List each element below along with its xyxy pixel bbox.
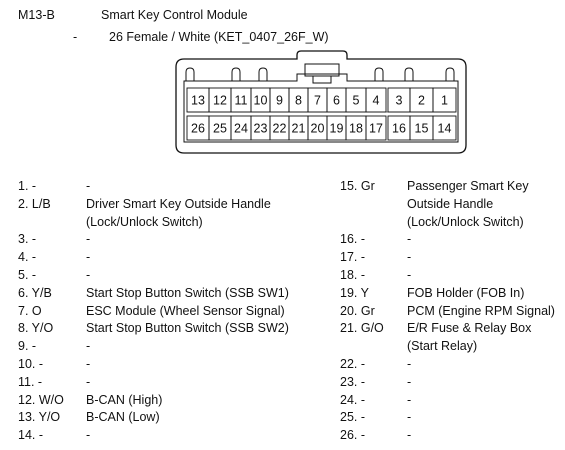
pin-label: 22. - — [340, 356, 366, 371]
pin-label — [0, 214, 86, 232]
pin-number: 23 — [253, 121, 268, 136]
pin-description: - — [86, 374, 91, 389]
pin-number: 11 — [234, 93, 248, 108]
pin-row — [340, 392, 565, 410]
pin-description: (Start Relay) — [407, 339, 478, 354]
pin-label: 23. - — [340, 374, 366, 389]
pin-label: 19. Y — [340, 285, 369, 300]
connector-diagram — [0, 0, 565, 170]
pin-number: 10 — [253, 93, 268, 108]
pin-description: ESC Module (Wheel Sensor Signal) — [86, 303, 285, 318]
pin-row — [0, 178, 335, 196]
pin-label: 10. - — [18, 356, 44, 371]
pin-label: 26. - — [340, 428, 366, 443]
pin-row — [340, 320, 565, 338]
pin-number: 3 — [395, 93, 403, 108]
pin-row — [0, 338, 335, 356]
pin-description: PCM (Engine RPM Signal) — [407, 303, 555, 318]
pin-row — [340, 374, 565, 392]
pin-label: 2. L/B — [18, 196, 51, 211]
pin-description: Outside Handle — [407, 196, 494, 211]
pin-number: 9 — [276, 93, 283, 108]
pin-description: - — [407, 267, 412, 282]
pin-label: 11. - — [18, 374, 43, 389]
pin-description: - — [407, 356, 412, 371]
pin-label: 5. - — [18, 267, 37, 282]
module-name: Smart Key Control Module — [101, 8, 248, 22]
pin-number: 22 — [272, 121, 287, 136]
pin-label: 8. Y/O — [18, 321, 54, 336]
pin-number: 21 — [291, 121, 306, 136]
pin-description: Passenger Smart Key — [407, 179, 529, 193]
pin-number: 1 — [441, 93, 448, 108]
pin-row-top — [187, 88, 456, 112]
pin-number: 12 — [213, 93, 227, 108]
pin-label: 12. W/O — [18, 392, 64, 407]
pin-number: 8 — [295, 93, 302, 108]
pin-label: 18. - — [340, 267, 366, 282]
pin-number: 20 — [310, 121, 325, 136]
pin-row — [340, 231, 565, 249]
pin-label — [340, 338, 407, 356]
pin-description: - — [86, 339, 91, 354]
pin-description: Start Stop Button Switch (SSB SW1) — [86, 285, 289, 300]
pin-row — [340, 214, 565, 232]
pin-description: - — [407, 428, 412, 443]
pin-description: (Lock/Unlock Switch) — [407, 214, 524, 229]
pin-row — [340, 178, 565, 196]
pin-label: 7. O — [18, 303, 42, 318]
pin-description: - — [86, 428, 91, 443]
pin-description: B-CAN (Low) — [86, 410, 160, 425]
pin-number: 25 — [213, 121, 227, 136]
pin-label: 3. - — [18, 232, 37, 247]
pin-number: 2 — [418, 93, 425, 108]
pin-label: 9. - — [18, 339, 37, 354]
pin-label: 20. Gr — [340, 303, 375, 318]
pin-row — [340, 427, 565, 445]
pin-number: 18 — [349, 121, 363, 136]
pin-description: - — [86, 250, 91, 265]
pin-row — [0, 285, 335, 303]
pin-description: - — [407, 392, 412, 407]
pin-description: - — [407, 374, 412, 389]
pin-number: 26 — [191, 121, 205, 136]
header-dash: - — [73, 30, 78, 44]
pin-label — [340, 214, 407, 232]
pin-label: 16. - — [340, 232, 366, 247]
pin-description: - — [86, 267, 91, 282]
pin-label: 15. Gr — [340, 179, 375, 193]
pin-label: 14. - — [18, 428, 44, 443]
pin-row — [0, 267, 335, 285]
pin-description: (Lock/Unlock Switch) — [86, 214, 203, 229]
pin-description: - — [86, 232, 91, 247]
connector-id: M13-B — [18, 8, 55, 22]
pin-row — [340, 338, 565, 356]
pin-row — [340, 267, 565, 285]
connector-spec: 26 Female / White (KET_0407_26F_W) — [109, 30, 329, 44]
pin-table-left — [0, 178, 335, 445]
pin-row — [0, 303, 335, 321]
pin-row — [340, 356, 565, 374]
pin-description: Driver Smart Key Outside Handle — [86, 196, 271, 211]
pin-row — [0, 392, 335, 410]
pin-description: - — [407, 250, 412, 265]
pin-description: - — [86, 356, 91, 371]
pin-description: B-CAN (High) — [86, 392, 163, 407]
pin-row — [0, 249, 335, 267]
pin-row — [340, 409, 565, 427]
pin-label: 21. G/O — [340, 321, 384, 336]
pin-number: 19 — [329, 121, 344, 136]
pin-row — [0, 427, 335, 445]
pin-row — [0, 231, 335, 249]
pin-row — [340, 196, 565, 214]
pin-label: 25. - — [340, 410, 366, 425]
pin-row — [340, 303, 565, 321]
pin-number: 14 — [437, 121, 452, 136]
pin-label: 17. - — [340, 250, 366, 265]
pin-row — [0, 374, 335, 392]
pin-description: FOB Holder (FOB In) — [407, 285, 525, 300]
pin-row — [0, 356, 335, 374]
pin-row — [0, 196, 335, 214]
pin-label: 13. Y/O — [18, 410, 61, 425]
pin-label: 6. Y/B — [18, 285, 52, 300]
pin-number: 4 — [372, 93, 380, 108]
pin-number: 6 — [333, 93, 340, 108]
pin-number: 24 — [234, 121, 248, 136]
pin-row — [0, 214, 335, 232]
pin-label: 4. - — [18, 250, 37, 265]
pin-label — [340, 196, 407, 214]
pin-number: 13 — [191, 93, 205, 108]
pin-description: - — [86, 179, 91, 193]
pin-number: 5 — [352, 93, 360, 108]
pin-row — [340, 249, 565, 267]
pin-label: 1. - — [18, 179, 37, 193]
pin-row — [0, 320, 335, 338]
pin-row — [340, 285, 565, 303]
pin-number: 17 — [369, 121, 383, 136]
pin-table-right — [340, 178, 565, 445]
pin-description: E/R Fuse & Relay Box — [407, 321, 532, 336]
pin-description: - — [407, 410, 412, 425]
pin-number: 16 — [392, 121, 406, 136]
pin-row-bottom — [187, 116, 456, 140]
pin-number: 7 — [314, 93, 321, 108]
pin-number: 15 — [414, 121, 429, 136]
pin-label: 24. - — [340, 392, 366, 407]
pin-description: - — [407, 232, 412, 247]
pin-row — [0, 409, 335, 427]
pin-description: Start Stop Button Switch (SSB SW2) — [86, 321, 289, 336]
